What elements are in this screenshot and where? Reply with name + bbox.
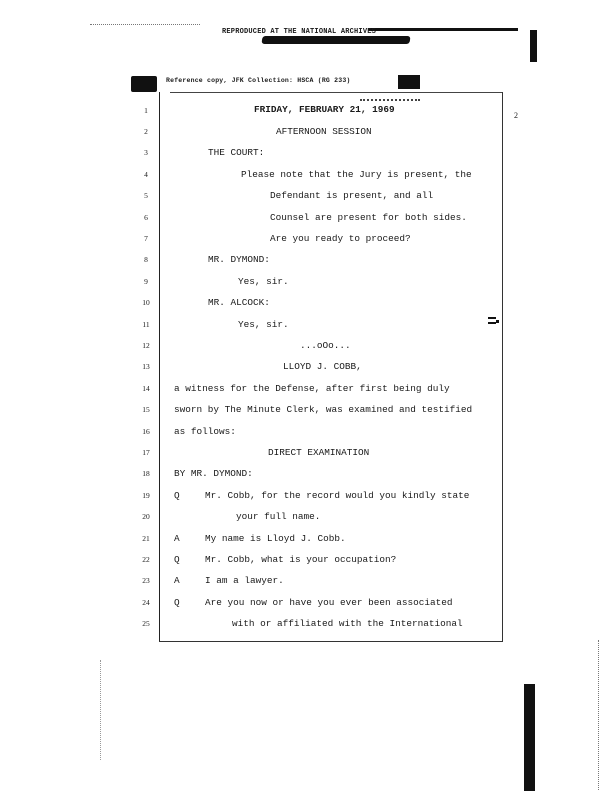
top-right-bar — [530, 30, 537, 62]
line-number: 19 — [142, 491, 150, 500]
court-statement: Counsel are present for both sides. — [270, 212, 467, 223]
line-number: 25 — [142, 619, 150, 628]
response: Yes, sir. — [238, 319, 289, 330]
line-number: 11 — [142, 320, 150, 329]
line-number: 22 — [142, 555, 150, 564]
line-number: 9 — [144, 277, 148, 286]
line-number: 23 — [142, 576, 150, 585]
frame-left — [159, 92, 160, 642]
line-number: 17 — [142, 448, 150, 457]
line-number: 14 — [142, 384, 150, 393]
line-number: 12 — [142, 341, 150, 350]
court-statement: Defendant is present, and all — [270, 190, 434, 201]
witness-name: LLOYD J. COBB, — [283, 361, 362, 372]
top-scan-dots — [90, 24, 200, 26]
question: with or affiliated with the International — [232, 618, 463, 629]
bottom-right-edge — [598, 640, 600, 790]
question: your full name. — [236, 511, 321, 522]
line-number: 1 — [144, 106, 148, 115]
margin-mark — [488, 322, 496, 324]
header-dots — [360, 99, 420, 102]
speaker-alcock: MR. ALCOCK: — [208, 297, 270, 308]
top-scan-smear — [261, 36, 410, 44]
line-number: 5 — [144, 191, 148, 200]
frame-bottom — [159, 641, 503, 642]
witness-intro: as follows: — [174, 426, 236, 437]
line-number: 20 — [142, 512, 150, 521]
line-number: 24 — [142, 598, 150, 607]
witness-intro: sworn by The Minute Clerk, was examined and testified — [174, 404, 473, 415]
line-number: 4 — [144, 170, 148, 179]
archive-banner: REPRODUCED AT THE NATIONAL ARCHIVES — [222, 28, 377, 36]
reference-line: Reference copy, JFK Collection: HSCA (RG 233) — [166, 77, 351, 84]
left-redaction-mark — [131, 76, 157, 92]
line-number: 8 — [144, 255, 148, 264]
qa-marker: Q — [174, 490, 180, 501]
line-number: 21 — [142, 534, 150, 543]
line-number: 18 — [142, 469, 150, 478]
line-number: 6 — [144, 213, 148, 222]
speaker-court: THE COURT: — [208, 147, 265, 158]
witness-intro: a witness for the Defense, after first being duly — [174, 383, 450, 394]
line-number: 7 — [144, 234, 148, 243]
date-heading: FRIDAY, FEBRUARY 21, 1969 — [254, 104, 395, 115]
frame-right — [502, 92, 503, 642]
line-number: 16 — [142, 427, 150, 436]
page-number: 2 — [514, 111, 518, 120]
question: Mr. Cobb, what is your occupation? — [205, 554, 397, 565]
question: Mr. Cobb, for the record would you kindly state — [205, 490, 470, 501]
left-scan-dots — [100, 660, 102, 760]
qa-marker: Q — [174, 554, 180, 565]
answer: My name is Lloyd J. Cobb. — [205, 533, 346, 544]
session-heading: AFTERNOON SESSION — [276, 126, 372, 137]
court-statement: Please note that the Jury is present, the — [241, 169, 472, 180]
line-number: 13 — [142, 362, 150, 371]
response: Yes, sir. — [238, 276, 289, 287]
line-number: 3 — [144, 148, 148, 157]
line-number: 2 — [144, 127, 148, 136]
line-number: 10 — [142, 298, 150, 307]
court-statement: Are you ready to proceed? — [270, 233, 411, 244]
speaker-dymond: MR. DYMOND: — [208, 254, 270, 265]
bottom-right-bar — [524, 684, 535, 791]
top-scan-smear-2 — [368, 28, 518, 31]
qa-marker: Q — [174, 597, 180, 608]
question: Are you now or have you ever been associated — [205, 597, 453, 608]
examination-heading: DIRECT EXAMINATION — [268, 447, 370, 458]
line-number: 15 — [142, 405, 150, 414]
answer: I am a lawyer. — [205, 575, 284, 586]
qa-marker: A — [174, 575, 180, 586]
margin-mark — [496, 320, 499, 323]
margin-mark — [488, 317, 496, 319]
right-header-mark — [398, 75, 420, 89]
separator: ...oOo... — [300, 340, 351, 351]
qa-marker: A — [174, 533, 180, 544]
frame-top — [170, 92, 503, 93]
examiner: BY MR. DYMOND: — [174, 468, 253, 479]
